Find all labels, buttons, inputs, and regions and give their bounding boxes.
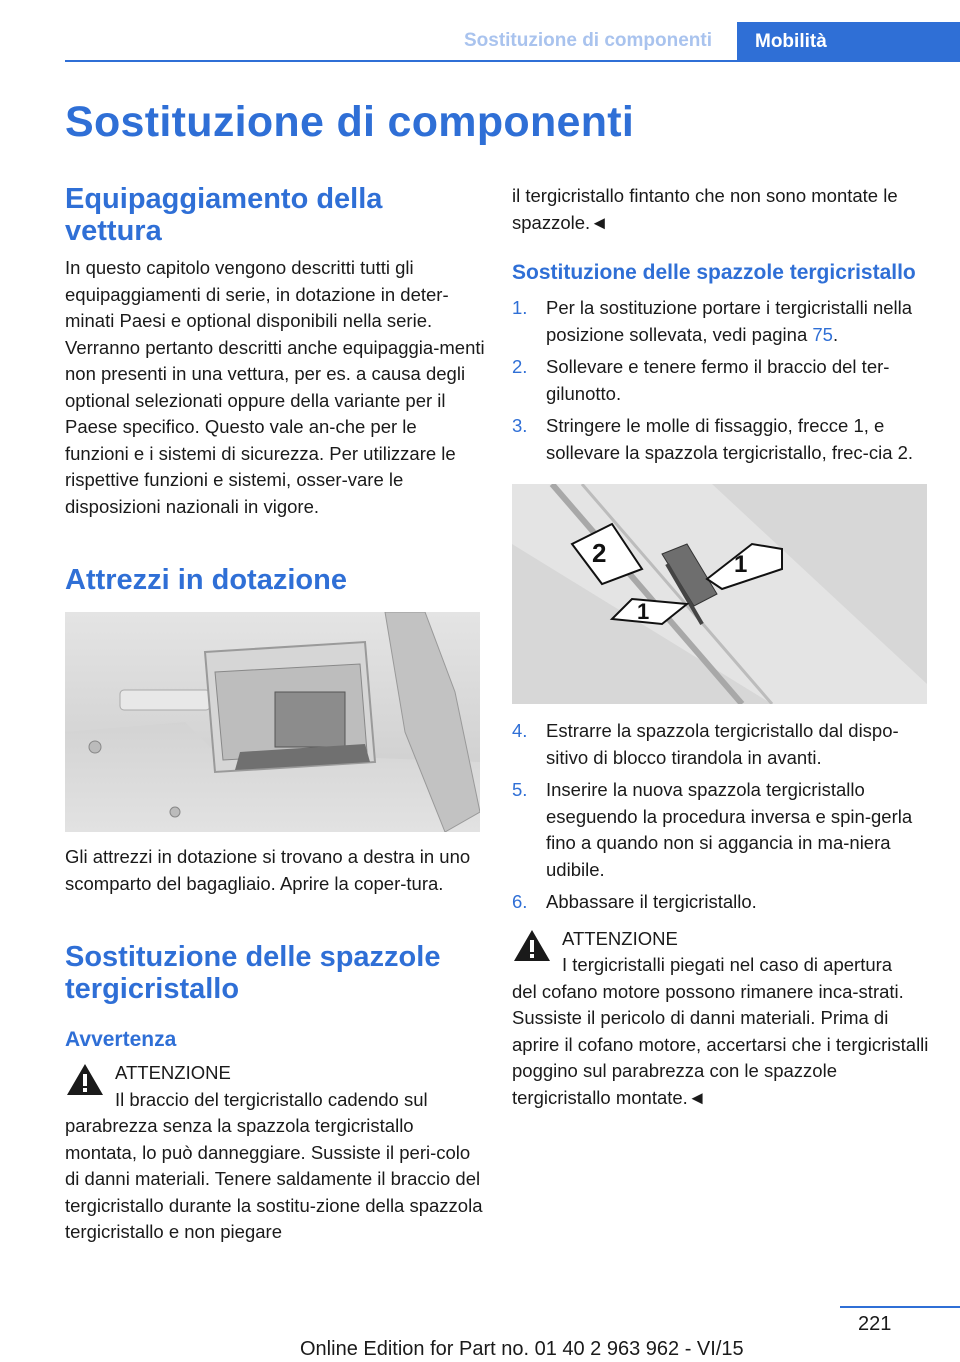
heading-wiper-replacement: Sostituzione delle spazzole tergicristallo: [65, 941, 441, 1005]
paragraph-tools: Gli attrezzi in dotazione si trovano a destra in uno scomparto del bagagliaio. Aprire la coper-tura.: [65, 846, 471, 894]
warning-first-line: Il braccio del tergicristallo cadendo sul: [115, 1088, 428, 1110]
header-chapter-tab[interactable]: Mobilità: [737, 22, 960, 62]
arrow-label-2: 2: [592, 538, 607, 568]
trunk-illustration: [65, 612, 480, 832]
step-text: Estrarre la spazzola tergicristallo dal dispo-sitivo di blocco tirandola in avanti.: [546, 720, 899, 768]
step-text: Stringere le molle di fissaggio, frecce 1, e sollevare la spazzola tergicristallo, frec-cia 2.: [546, 415, 914, 463]
warning-box-1: [65, 1058, 485, 1246]
heading-equipment: Equipaggiamento della vettura: [65, 183, 383, 247]
list-item: [512, 354, 932, 407]
footer-rule: [840, 1306, 960, 1308]
page-title: Sostituzione di componenti: [65, 98, 635, 146]
step-text-end: .: [832, 323, 839, 345]
page-link[interactable]: 75: [812, 323, 833, 345]
list-item: [512, 718, 932, 771]
warning-triangle-icon: [65, 1062, 105, 1097]
arrow-label-1b: 1: [637, 599, 650, 624]
arrow-label-1a: 1: [734, 551, 748, 578]
step-number: 6.: [512, 891, 528, 912]
step-number: 2.: [512, 356, 528, 377]
header-rule: [65, 60, 960, 62]
step-text: Abbassare il tergicristallo.: [546, 891, 757, 912]
warning-title: ATTENZIONE: [562, 927, 678, 949]
footer-edition: Online Edition for Part no. 01 40 2 963 962 - VI/15: [300, 1338, 744, 1360]
warning-triangle-icon: [512, 928, 552, 963]
list-item: [512, 777, 932, 883]
step-number: 1.: [512, 297, 528, 318]
step-text: Inserire la nuova spazzola tergicristallo eseguendo la procedura inversa e spin-gerla fino a quando non si aggancia in ma-niera udibile.: [546, 779, 913, 880]
list-item: [512, 295, 932, 348]
right-column: [512, 183, 932, 1111]
heading-replace-wiper-blades: Sostituzione delle spazzole tergicristallo: [512, 261, 916, 284]
warning-text: del cofano motore possono rimanere inca-strati. Sussiste il pericolo di danni materiali. Prima di aprire il cofano motore, accertarsi che i tergicristalli poggino sul parabrezza con le spazzole tergicristallo montate.◄: [512, 980, 929, 1108]
warning-box-2: [512, 924, 932, 1112]
list-item: [512, 889, 932, 916]
warning-title: ATTENZIONE: [115, 1062, 231, 1083]
step-number: 4.: [512, 720, 528, 741]
heading-avvertenza: Avvertenza: [65, 1028, 177, 1051]
wiper-illustration: [512, 484, 927, 704]
step-text: Per la sostituzione portare i tergicristalli nella posizione sollevata, vedi pagina: [546, 297, 913, 345]
paragraph-equipment: In questo capitolo vengono descritti tutti gli equipaggiamenti di serie, in dotazione in deter-minati Paesi e optional disponibili nella serie. Verranno pertanto descritti anche equipaggia-menti non presenti in una vettura, per es. a causa degli optional selezionati oppure della variante per il Paese specifico. Questo vale an-che per le funzioni e i sistemi di sicurezza. Per utilizzare le rispettive funzioni e sistemi, osser-vare le disposizioni nazionali in vigore.: [65, 257, 485, 517]
page-number: 221: [858, 1313, 892, 1335]
step-number: 3.: [512, 415, 528, 436]
warning-text: parabrezza senza la spazzola tergicristallo montata, lo può danneggiare. Sussiste il peri-colo di danni materiali. Tenere saldamente il braccio del tergicristallo durante la sostitu-zione della spazzola tergicristallo e non piegare: [65, 1115, 483, 1242]
header-section-tab[interactable]: Sostituzione di componenti: [463, 30, 713, 51]
wiper-blade-image: [512, 484, 927, 704]
steps-list-2: [512, 718, 932, 916]
paragraph-continued: il tergicristallo fintanto che non sono montate le spazzole.◄: [512, 185, 898, 233]
heading-tools: Attrezzi in dotazione: [65, 564, 347, 596]
warning-first-line: I tergicristalli piegati nel caso di apertura: [562, 954, 893, 975]
step-number: 5.: [512, 779, 528, 800]
trunk-compartment-image: [65, 612, 480, 832]
step-text: Sollevare e tenere fermo il braccio del ter-gilunotto.: [546, 356, 890, 404]
left-column: [65, 183, 485, 1246]
steps-list-1: [512, 295, 932, 466]
list-item: [512, 413, 932, 466]
